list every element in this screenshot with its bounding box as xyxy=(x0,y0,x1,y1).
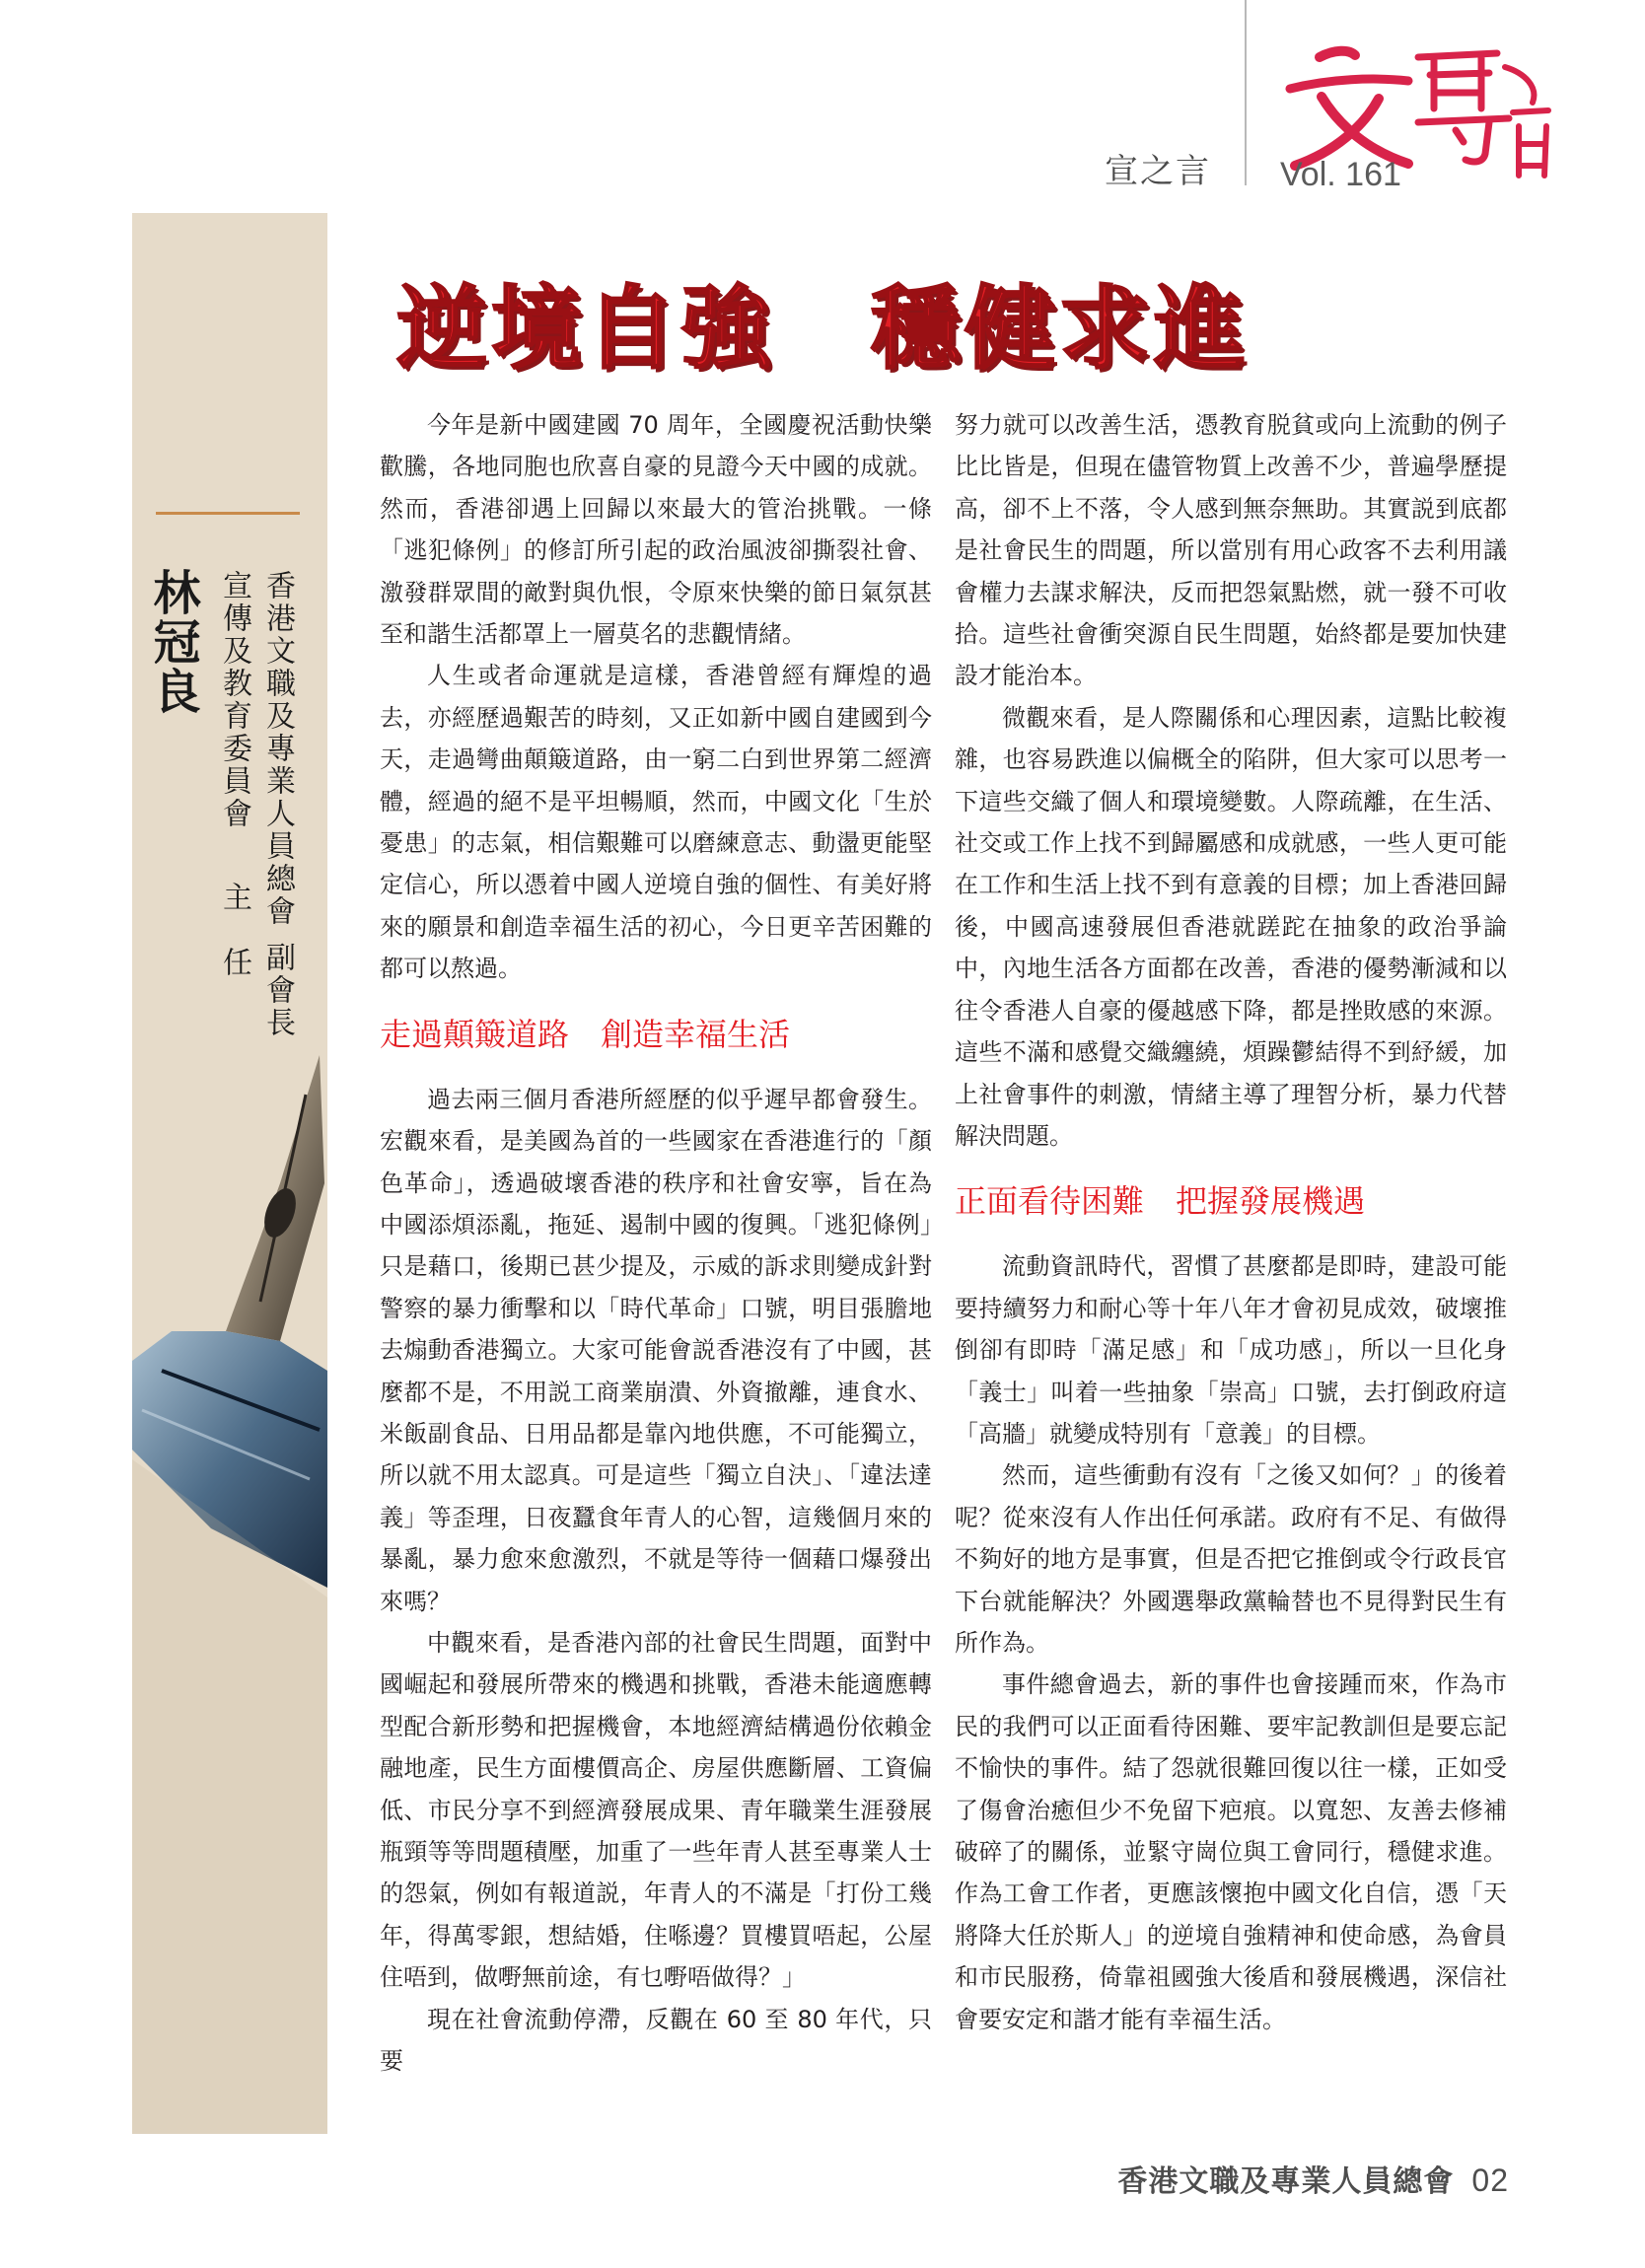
author-name: 林冠良 xyxy=(145,568,200,716)
paragraph: 流動資訊時代，習慣了甚麼都是即時，建設可能要持續努力和耐心等十年八年才會初見成效，破壞推倒卻有即時「滿足感」和「成功感」，所以一旦化身「義士」叫着一些抽象「崇高」口號，去打倒政府這「高牆」就變成特別有「意義」的目標。 xyxy=(955,1252,1507,1448)
section-heading: 正面看待困難 把握發展機遇 xyxy=(955,1182,1366,1221)
sidebar-rule xyxy=(156,512,300,515)
paragraph: 微觀來看，是人際關係和心理因素，這點比較複雜，也容易跌進以偏概全的陷阱，但大家可以思考一下這些交織了個人和環境變數。人際疏離，在生活、社交或工作上找不到歸屬感和成就感，一些人更可能在工作和生活上找不到有意義的目標；加上香港回歸後，中國高速發展但香港就蹉跎在抽象的政治爭論中，內地生活各方面都在改善，香港的優勢漸減和以往令香港人自豪的優越感下降，都是挫敗感的來源。這些不滿和感覺交織纏繞，煩躁鬱結得不到紓緩，加上社會事件的刺激，情緒主導了理智分析，暴力代替解決問題。 xyxy=(955,703,1507,1150)
paragraph: 然而，這些衝動有沒有「之後又如何？」的後着呢？從來沒有人作出任何承諾。政府有不足、有做得不夠好的地方是事實，但是否把它推倒或令行政長官下台就能解決？外國選舉政黨輪替也不見得對民生有所作為。 xyxy=(955,1461,1507,1657)
author-role-vice-chairman: 副會長 xyxy=(260,942,295,1039)
paragraph: 今年是新中國建國 70 周年，全國慶祝活動快樂歡騰，各地同胞也欣喜自豪的見證今天中國的成就。然而，香港卻遇上回歸以來最大的管治挑戰。一條「逃犯條例」的修訂所引起的政治風波卻撕裂社會、激發群眾間的敵對與仇恨，令原來快樂的節日氣氛甚至和諧生活都罩上一層莫名的悲觀情緒。 xyxy=(380,411,932,649)
section-heading: 走過顛簸道路 創造幸福生活 xyxy=(380,1015,791,1053)
paragraph: 過去兩三個月香港所經歷的似乎遲早都會發生。宏觀來看，是美國為首的一些國家在香港進行的「顏色革命」，透過破壞香港的秩序和社會安寧，旨在為中國添煩添亂，拖延、遏制中國的復興。「逃犯條例」只是藉口，後期已甚少提及，示威的訴求則變成針對警察的暴力衝擊和以「時代革命」口號，明目張膽地去煽動香港獨立。大家可能會説香港沒有了中國，甚麼都不是，不用説工商業崩潰、外資撤離，連食水、米飯副食品、日用品都是靠內地供應，不可能獨立，所以就不用太認真。可是這些「獨立自決」、「違法達義」等歪理，日夜蠶食年青人的心智，這幾個月來的暴亂，暴力愈來愈激烈，不就是等待一個藉口爆發出來嗎？ xyxy=(380,1085,932,1615)
author-role-director: 主 任 xyxy=(217,882,251,979)
header-divider xyxy=(1245,0,1247,185)
footer-organization: 香港文職及專業人員總會 xyxy=(1117,2164,1455,2199)
article-column-right xyxy=(955,404,1507,2040)
article-column-left xyxy=(380,404,932,2082)
paragraph: 中觀來看，是香港內部的社會民生問題，面對中國崛起和發展所帶來的機遇和挑戰，香港未能適應轉型配合新形勢和把握機會，本地經濟結構過份依賴金融地產，民生方面樓價高企、房屋供應斷層、工資偏低、市民分享不到經濟發展成果、青年職業生涯發展瓶頸等等問題積壓，加重了一些年青人甚至專業人士的怨氣，例如有報道説，年青人的不滿是「打份工幾年，得萬零銀，想結婚，住喺邊？買樓買唔起，公屋住唔到，做嘢無前途，有乜嘢唔做得？」 xyxy=(380,1628,932,1992)
paragraph: 人生或者命運就是這樣，香港曾經有輝煌的過去，亦經歷過艱苦的時刻，又正如新中國自建國到今天，走過彎曲顛簸道路，由一窮二白到世界第二經濟體，經過的絕不是平坦暢順，然而，中國文化「生於憂患」的志氣，相信艱難可以磨練意志、動盪更能堅定信心，所以憑着中國人逆境自強的個性、有美好將來的願景和創造幸福生活的初心，今日更辛苦困難的都可以熬過。 xyxy=(380,662,932,983)
volume-number: Vol. 161 xyxy=(1280,156,1401,193)
paragraph: 事件總會過去，新的事件也會接踵而來，作為市民的我們可以正面看待困難、要牢記教訓但是要忘記不愉快的事件。結了怨就很難回復以往一樣，正如受了傷會治癒但少不免留下疤痕。以寬恕、友善去修補破碎了的關係，並緊守崗位與工會同行，穩健求進。作為工會工作者，更應該懷抱中國文化自信，憑「天將降大任於斯人」的逆境自強精神和使命感，為會員和市民服務，倚靠祖國強大後盾和發展機遇，深信社會要安定和諧才能有幸福生活。 xyxy=(955,1670,1507,2033)
paragraph: 現在社會流動停滯，反觀在 60 至 80 年代，只要 xyxy=(380,2005,932,2076)
author-committee: 宣傳及教育委員會 xyxy=(217,570,251,830)
article-headline: 逆境自強 穩健求進 xyxy=(395,276,1249,382)
page-footer xyxy=(1117,2157,1509,2200)
logo-text xyxy=(1408,192,1409,194)
section-label: 宣之言 xyxy=(1105,152,1211,191)
paragraph-continuation: 努力就可以改善生活，憑教育脱貧或向上流動的例子比比皆是，但現在儘管物質上改善不少，普遍學歷提高，卻不上不落，令人感到無奈無助。其實説到底都是社會民生的問題，所以當別有用心政客不去利用議會權力去謀求解決，反而把怨氣點燃，就一發不可收拾。這些社會衝突源自民生問題，始終都是要加快建設才能治本。 xyxy=(955,411,1507,690)
fountain-pen-illustration xyxy=(132,1035,327,2134)
author-organization: 香港文職及專業人員總會 xyxy=(260,570,295,928)
page-number: 02 xyxy=(1471,2162,1509,2198)
